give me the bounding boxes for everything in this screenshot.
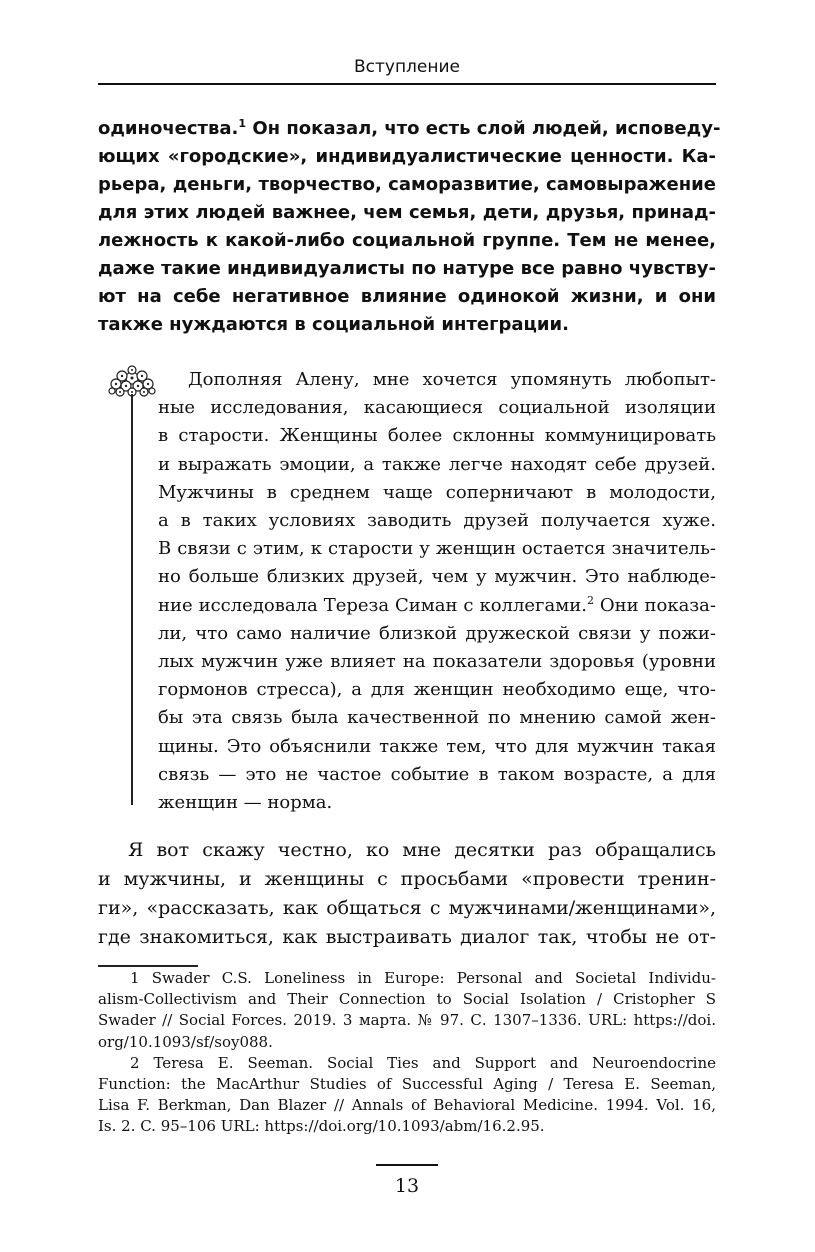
footnote-line: 1 Swader C.S. Loneliness in Europe: Personal and Societal Individu- <box>130 969 716 987</box>
bold-paragraph <box>98 115 721 339</box>
text-line: ют на себе негативное влияние одинокой жизни, и они <box>98 286 716 307</box>
footnote-line: Lisa F. Berkman, Dan Blazer // Annals of Behavioral Medicine. 1994. Vol. 16, <box>98 1096 716 1115</box>
text-line: в старости. Женщины более склонны коммуницировать <box>158 425 716 447</box>
text-line: рьера, деньги, творчество, саморазвитие, самовыражение <box>98 174 716 195</box>
text-line: Я вот скажу честно, ко мне десятки раз обращались <box>128 839 716 861</box>
text-line: но больше близких друзей, чем у мужчин. Это наблюде- <box>158 566 716 588</box>
footnote-line: alism-Collectivism and Their Connection to Social Isolation / Cristopher S <box>98 990 716 1009</box>
text-line: ли, что само наличие близкой дружеской связи у пожи- <box>158 622 716 644</box>
text-line: а в таких условиях заводить друзей получается хуже. <box>158 510 716 532</box>
footnote-line: org/10.1093/sf/soy088. <box>98 1032 273 1051</box>
text-line: ние исследовала Тереза Симан с коллегами.$^2$ Они показа- <box>158 593 716 616</box>
text-line: ги», «рассказать, как общаться с мужчинами/женщинами», <box>98 897 716 919</box>
sidebar-note <box>158 366 716 817</box>
text-line: ющих «городские», индивидуалистические ценности. Ка- <box>98 146 716 167</box>
text-line: женщин — норма. <box>158 792 333 814</box>
text-line: также нуждаются в социальной интеграции. <box>98 314 569 335</box>
footnote-ref-2[interactable]: 2 <box>586 593 594 607</box>
text-line: бы эта связь была качественной по мнению самой жен- <box>158 707 716 729</box>
text-line: лежность к какой-либо социальной группе. Тем не менее, <box>98 230 716 251</box>
main-paragraph <box>98 836 716 952</box>
text-line: ные исследования, касающиеся социальной изоляции <box>158 397 716 419</box>
header-rule <box>98 83 716 85</box>
text-line: В связи с этим, к старости у женщин остается значитель- <box>158 538 716 560</box>
text-line: гормонов стресса), а для женщин необходимо еще, что- <box>158 679 716 701</box>
text-line: даже такие индивидуалисты по натуре все равно чувству- <box>98 258 716 279</box>
footnote-line: Swader // Social Forces. 2019. 3 марта. № 97. С. 1307–1336. URL: https://doi. <box>98 1011 716 1030</box>
text-line: щины. Это объяснили также тем, что для мужчин такая <box>158 735 716 757</box>
footnote-rule <box>98 965 198 967</box>
footnote-line: Is. 2. C. 95–106 URL: https://doi.org/10.1093/abm/16.2.95. <box>98 1117 545 1136</box>
footnote-ref-1[interactable]: 1 <box>238 117 247 130</box>
footnotes <box>98 968 716 1138</box>
page-number-rule <box>376 1164 438 1166</box>
running-header: Вступление <box>353 57 461 77</box>
text-line: и мужчины, и женщины с просьбами «провести тренин- <box>98 868 716 890</box>
text-line: связь — это не частое событие в таком возрасте, а для <box>158 763 716 785</box>
text-line: Мужчины в среднем чаще соперничают в молодости, <box>158 481 716 503</box>
footnote-line: 2 Teresa E. Seeman. Social Ties and Support and Neuroendocrine <box>130 1053 716 1072</box>
text-line: для этих людей важнее, чем семья, дети, друзья, принад- <box>98 202 716 223</box>
footnote-line: Function: the MacArthur Studies of Successful Aging / Teresa E. Seeman, <box>98 1075 716 1094</box>
text-line: и выражать эмоции, а также легче находят себе друзей. <box>158 453 716 475</box>
text-line: одиночества.$^1$ Он показал, что есть слой людей, исповеду- <box>98 117 721 139</box>
sidebar-vertical-rule <box>131 395 133 805</box>
text-line: лых мужчин уже влияет на показатели здоровья (уровни <box>158 651 716 673</box>
page-number: 13 <box>394 1175 420 1197</box>
text-line: Дополняя Алену, мне хочется упомянуть любопыт- <box>188 369 716 390</box>
text-line: где знакомиться, как выстраивать диалог так, чтобы не от- <box>98 926 716 948</box>
